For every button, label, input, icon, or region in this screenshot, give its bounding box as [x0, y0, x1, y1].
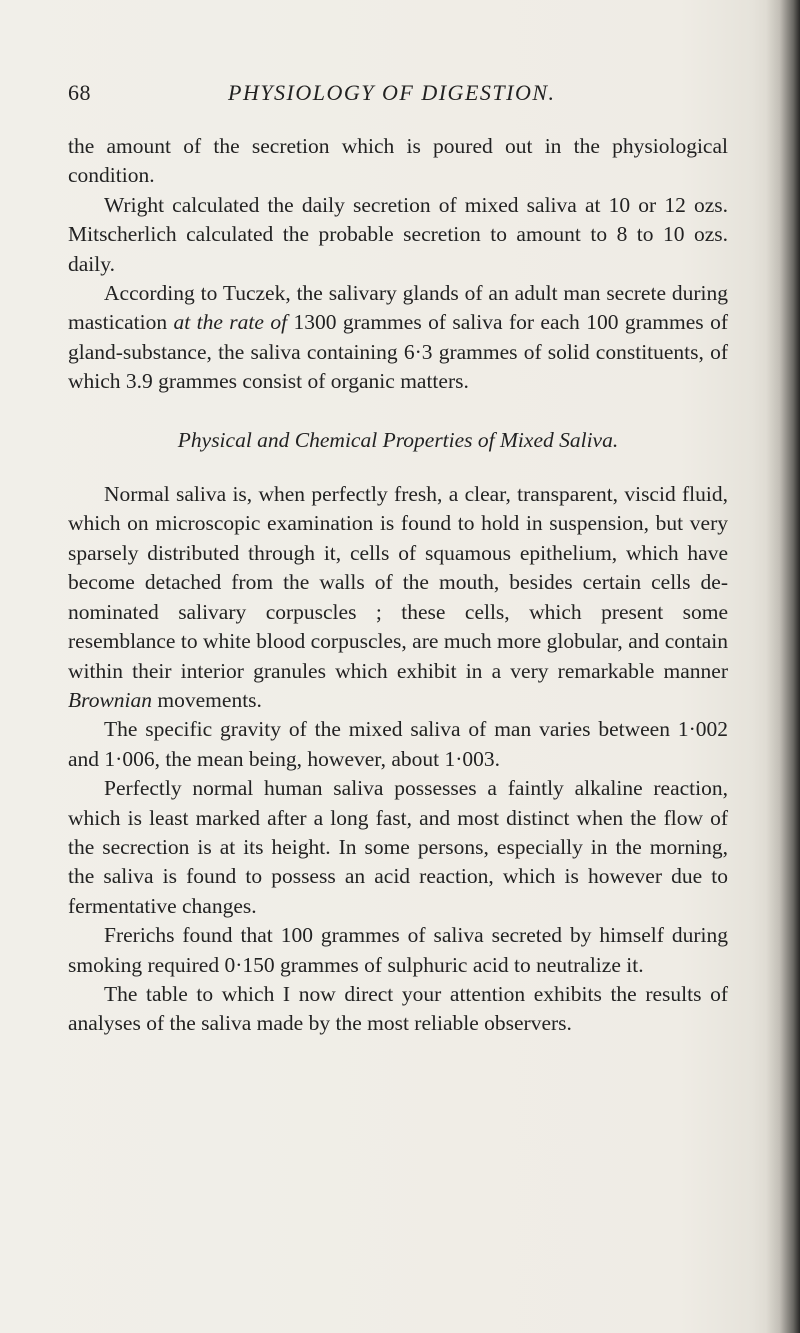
paragraph-3 — [68, 279, 728, 397]
section-heading: Physical and Chemical Properties of Mixed Saliva. — [177, 427, 619, 452]
paragraph-2: Wright calculated the daily secretion of mixed saliva at 10 or 12 ozs. Mitscherlich calculated the probable secretion to amount to 8 to 10 ozs. daily. — [68, 192, 728, 276]
paragraph-8: The table to which I now direct your attention exhibits the results of analyses of the saliva made by the most reliable observers. — [68, 981, 728, 1036]
paragraph-1: the amount of the secretion which is poured out in the physiological condition. — [68, 134, 728, 188]
paragraph-6: Perfectly normal human saliva possesses a faintly alkaline reaction, which is least marked after a long fast, and most distinct when the flow of the secrection is at its height. In some persons, especially in the morning, the saliva is found to possess an acid reaction, which is however due to fermentative changes. — [68, 776, 728, 918]
paragraph-4 — [68, 480, 728, 715]
paragraph-3-emphasis: at the rate of — [173, 310, 288, 335]
paragraph-5: The specific gravity of the mixed saliva of man varies between 1·002 and 1·006, the mean being, however, about 1·003. — [68, 717, 728, 771]
paragraph-4-text-a: Normal saliva is, when perfectly fresh, a clear, transparent, viscid fluid, which on microscopic examination is found to hold in suspension, but very sparsely distributed through it, cells of squamous epithelium, which have become detached from the walls of the mouth, besides certain cells denominated salivary corpuscles ; these cells, which present some resemblance to white blood corpuscles, are much more globular, and contain within their interior granules which exhibit in a very remarkable manner — [68, 482, 728, 683]
page-edge-shadow — [766, 0, 800, 1333]
paragraph-3-text-a: According to Tuczek, the salivary glands of an adult man secrete during mastication — [68, 281, 728, 335]
running-head: PHYSIOLOGY OF DIGESTION. — [228, 80, 556, 105]
page-number: 68 — [68, 80, 91, 105]
paragraph-3-text-b: 1300 grammes of saliva for each 100 grammes of gland-substance, the saliva containing 6·3 grammes of solid constituents, of which 3.9 grammes consist of organic matters. — [68, 310, 728, 394]
paragraph-4-text-b: movements. — [152, 687, 262, 712]
paragraph-7: Frerichs found that 100 grammes of saliva secreted by himself during smoking required 0·150 grammes of sulphuric acid to neutralize it. — [68, 923, 728, 977]
paragraph-4-emphasis: Brownian — [68, 687, 153, 712]
body-text — [68, 132, 728, 1039]
page-header — [68, 80, 728, 110]
